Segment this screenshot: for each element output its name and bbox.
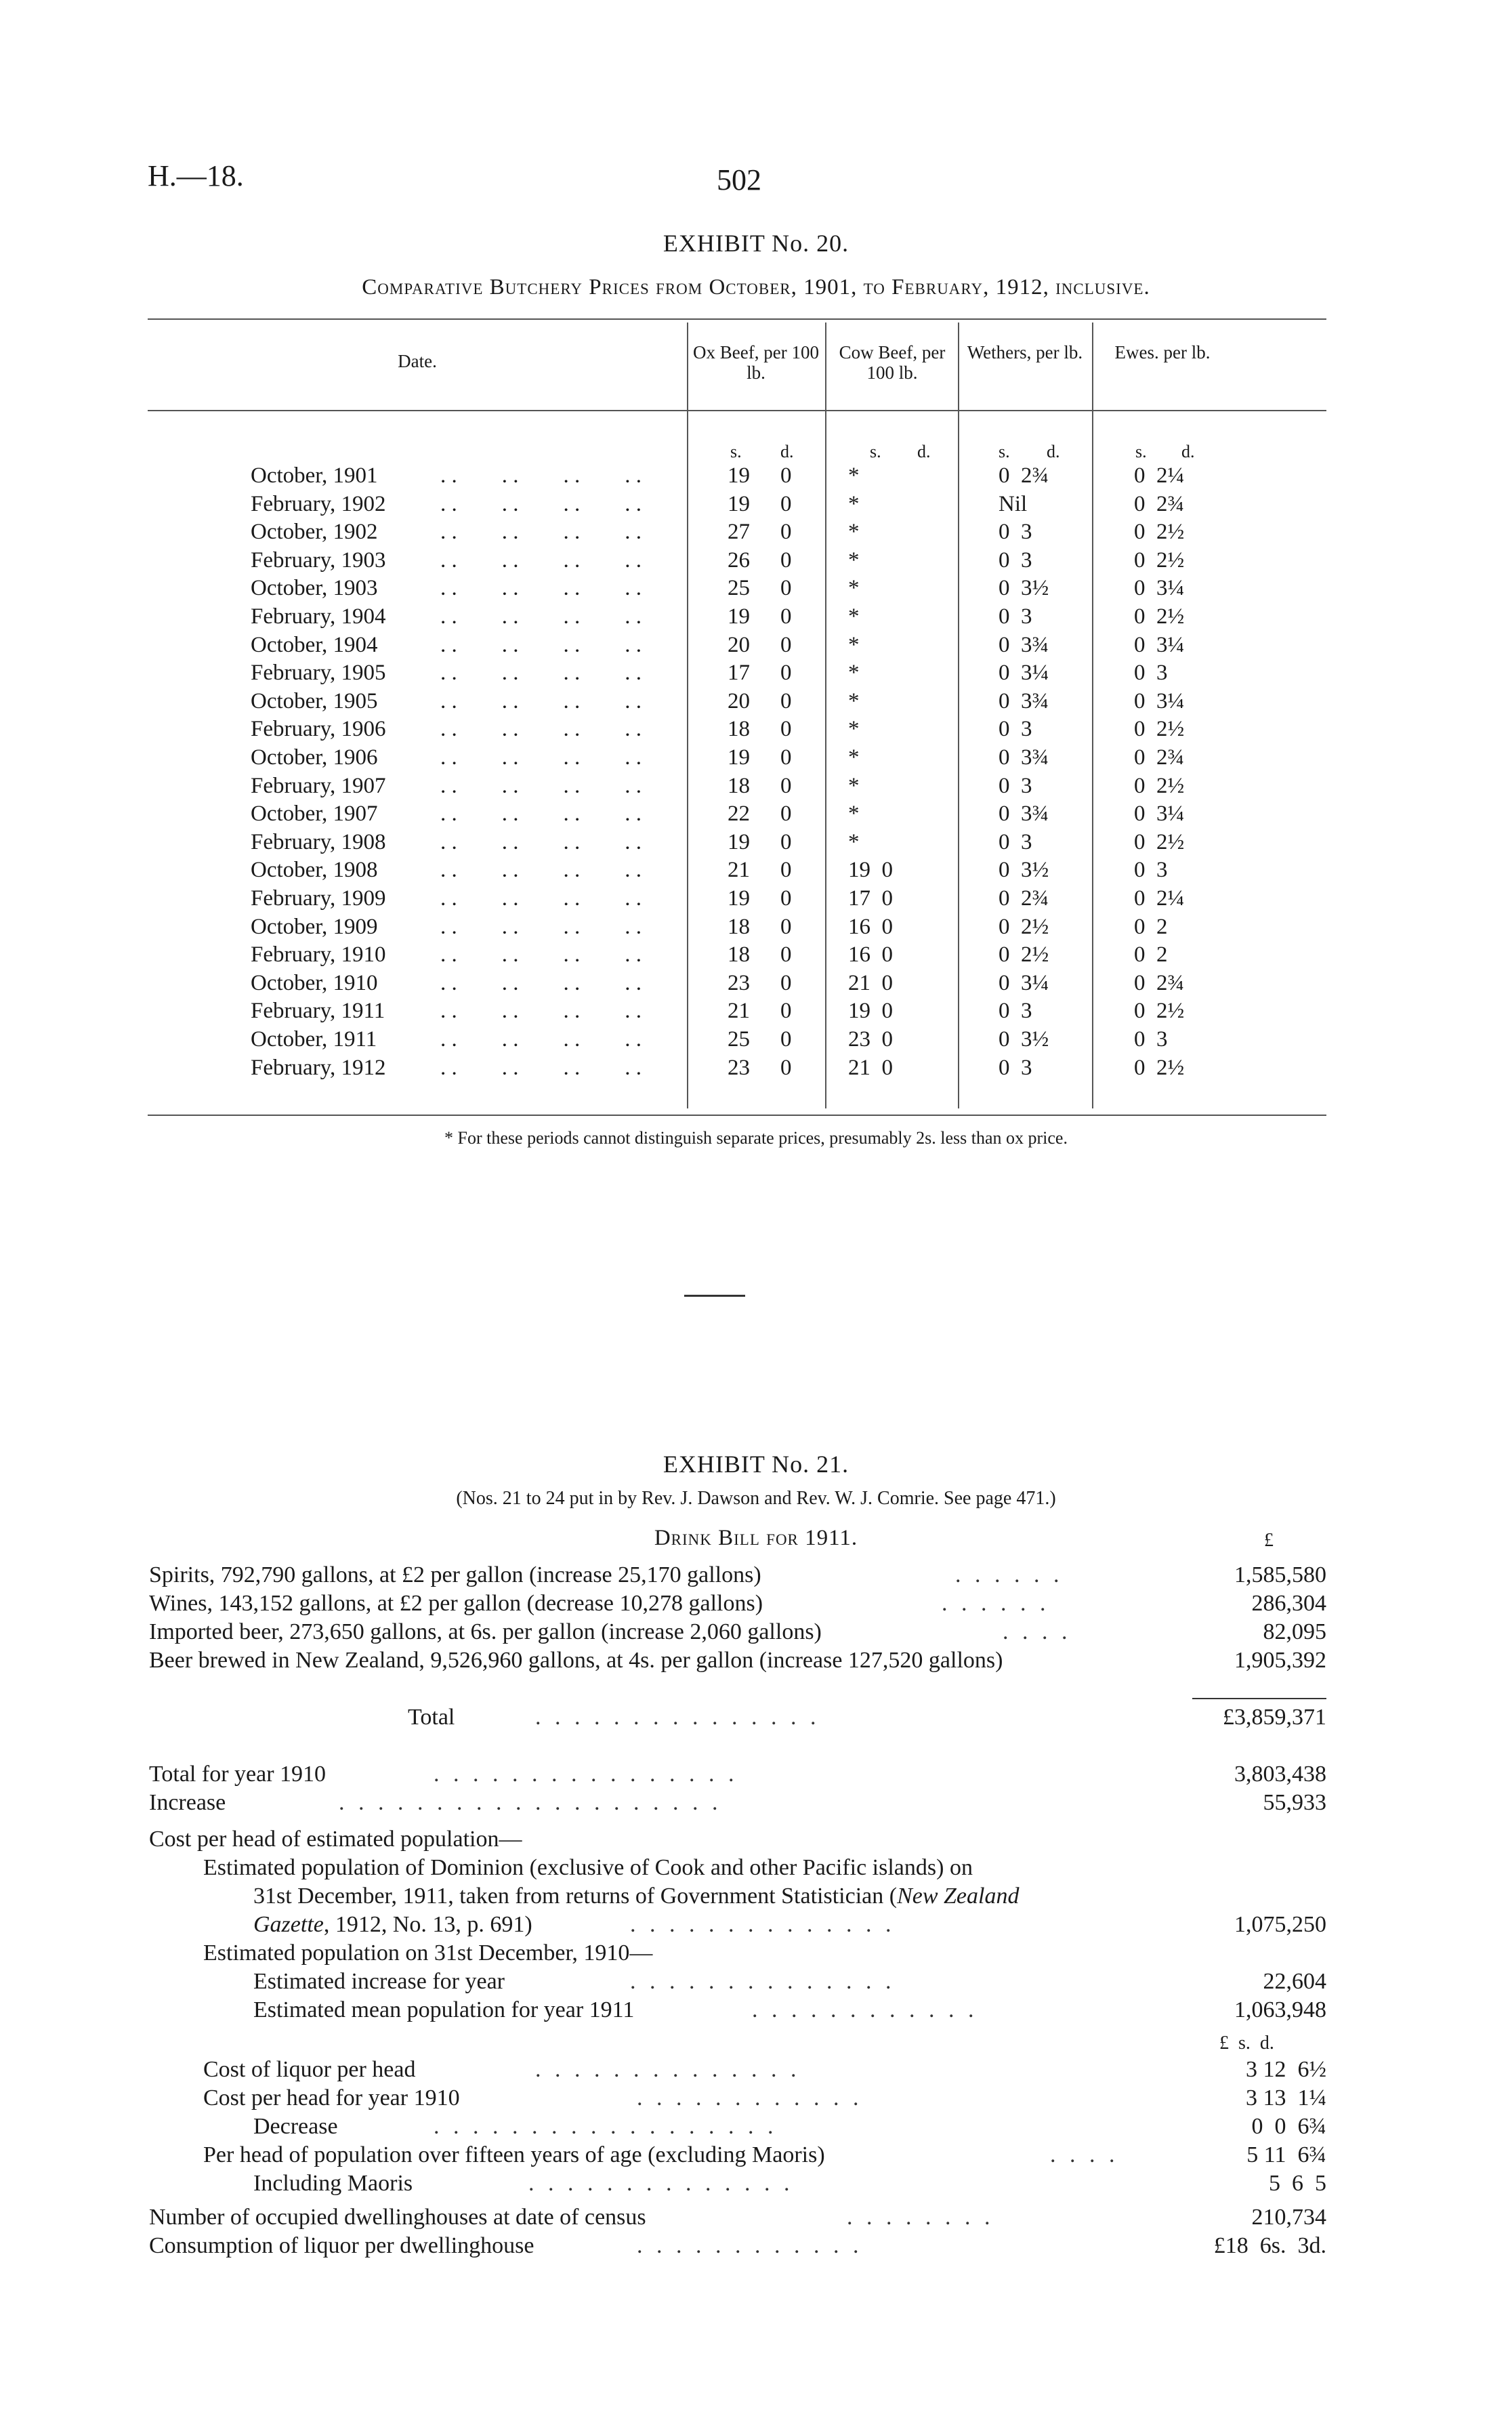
bill-item-value: 1,585,580 bbox=[1234, 1562, 1326, 1587]
row-cow-beef: * bbox=[848, 463, 860, 488]
row-ox-shillings: 25 bbox=[728, 576, 750, 601]
row-cow-beef: * bbox=[848, 520, 860, 545]
row-ewes: 0 2¾ bbox=[1134, 970, 1185, 995]
bill-item-label: Wines, 143,152 gallons, at £2 per gallon (decrease 10,278 gallons) bbox=[149, 1591, 763, 1616]
table-row bbox=[0, 999, 1512, 1027]
row-cow-beef: 19 0 bbox=[848, 858, 893, 883]
table-row bbox=[0, 802, 1512, 830]
unit-s: s. bbox=[870, 442, 881, 461]
row-date: February, 1908 bbox=[251, 829, 386, 854]
cost-1910-value: 3 13 1¼ bbox=[1246, 2085, 1326, 2110]
est-pop-value: 1,075,250 bbox=[1234, 1912, 1326, 1937]
row-ox-pence: 0 bbox=[780, 463, 792, 488]
leader-dots: . . . . . . . . . . . . . . . . bbox=[434, 1762, 738, 1787]
bill-item-label: Imported beer, 273,650 gallons, at 6s. per gallon (increase 2,060 gallons) bbox=[149, 1619, 822, 1644]
row-ox-pence: 0 bbox=[780, 717, 792, 742]
row-cow-beef: 16 0 bbox=[848, 914, 893, 939]
row-ox-pence: 0 bbox=[780, 604, 792, 629]
dwellings-label: Number of occupied dwellinghouses at date of census bbox=[149, 2205, 646, 2230]
row-ox-pence: 0 bbox=[780, 999, 792, 1024]
row-date: February, 1912 bbox=[251, 1055, 386, 1080]
dwellings-value: 210,734 bbox=[1251, 2205, 1326, 2230]
lsd-column-head: £ s. d. bbox=[1219, 2033, 1274, 2054]
table-row bbox=[0, 745, 1512, 774]
leader-dots: . . . . . . . . bbox=[440, 688, 642, 713]
leader-dots: . . . . . . . . . . . . . . . bbox=[535, 1705, 820, 1730]
bill-item-label: Beer brewed in New Zealand, 9,526,960 gallons, at 4s. per gallon (increase 127,520 gallons) bbox=[149, 1648, 1003, 1673]
est-pop-line-2a: 31st December, 1911, taken from returns of Government Statistician ( bbox=[253, 1884, 898, 1909]
leader-dots: . . . . . . . . . . . . bbox=[752, 1997, 978, 2022]
row-wethers: 0 3¼ bbox=[999, 970, 1049, 995]
row-ox-shillings: 25 bbox=[728, 1027, 750, 1052]
row-ox-pence: 0 bbox=[780, 688, 792, 713]
row-ox-shillings: 23 bbox=[728, 1055, 750, 1080]
row-ewes: 0 2½ bbox=[1134, 1055, 1185, 1080]
row-date: October, 1905 bbox=[251, 688, 378, 713]
row-cow-beef: 21 0 bbox=[848, 970, 893, 995]
row-ewes: 0 2½ bbox=[1134, 604, 1185, 629]
row-wethers: Nil bbox=[999, 491, 1028, 516]
row-date: February, 1905 bbox=[251, 661, 386, 686]
leader-dots: . . . . . . . . bbox=[440, 547, 642, 573]
unit-s: s. bbox=[730, 442, 742, 461]
row-date: October, 1908 bbox=[251, 858, 378, 883]
cost-liquor-label: Cost of liquor per head bbox=[203, 2057, 416, 2082]
row-date: February, 1910 bbox=[251, 942, 386, 968]
leader-dots: . . . . . . . . bbox=[440, 661, 642, 686]
row-ox-pence: 0 bbox=[780, 942, 792, 968]
row-ox-pence: 0 bbox=[780, 661, 792, 686]
cost-liquor-value: 3 12 6½ bbox=[1246, 2057, 1326, 2082]
row-ewes: 0 3¼ bbox=[1134, 632, 1185, 657]
row-date: February, 1903 bbox=[251, 547, 386, 573]
row-cow-beef: 23 0 bbox=[848, 1027, 893, 1052]
table-row bbox=[0, 1027, 1512, 1056]
row-ox-pence: 0 bbox=[780, 773, 792, 798]
bill-item-value: 1,905,392 bbox=[1234, 1648, 1326, 1673]
total-1910-value: 3,803,438 bbox=[1234, 1762, 1326, 1787]
row-wethers: 0 3 bbox=[999, 717, 1032, 742]
row-date: October, 1910 bbox=[251, 970, 378, 995]
row-ox-pence: 0 bbox=[780, 802, 792, 827]
row-wethers: 0 3 bbox=[999, 829, 1032, 854]
row-cow-beef: * bbox=[848, 661, 860, 686]
row-wethers: 0 3 bbox=[999, 604, 1032, 629]
col-header-cow-beef: Cow Beef, per 100 lb. bbox=[839, 342, 946, 383]
table-row bbox=[0, 774, 1512, 802]
unit-s: s. bbox=[999, 442, 1010, 461]
leader-dots: . . . . . . . . bbox=[440, 1055, 642, 1080]
est-pop-1910-label: Estimated population on 31st December, 1910— bbox=[203, 1940, 653, 1966]
row-wethers: 0 3¾ bbox=[999, 745, 1049, 770]
leader-dots: . . . . . . . . bbox=[440, 717, 642, 742]
row-date: October, 1906 bbox=[251, 745, 378, 770]
row-ox-pence: 0 bbox=[780, 970, 792, 995]
unit-d: d. bbox=[780, 442, 794, 461]
row-wethers: 0 3 bbox=[999, 547, 1032, 573]
leader-dots: . . . . . . . . bbox=[440, 1027, 642, 1052]
row-cow-beef: * bbox=[848, 829, 860, 854]
row-ewes: 0 2¼ bbox=[1134, 886, 1185, 911]
increase-value: 55,933 bbox=[1263, 1790, 1326, 1815]
row-wethers: 0 3 bbox=[999, 773, 1032, 798]
row-date: February, 1907 bbox=[251, 773, 386, 798]
row-ewes: 0 3 bbox=[1134, 661, 1168, 686]
row-date: February, 1904 bbox=[251, 604, 386, 629]
unit-d: d. bbox=[1047, 442, 1060, 461]
row-ox-pence: 0 bbox=[780, 1027, 792, 1052]
row-wethers: 0 3¾ bbox=[999, 802, 1049, 827]
row-cow-beef: * bbox=[848, 632, 860, 657]
row-ewes: 0 2½ bbox=[1134, 520, 1185, 545]
exhibit-21-note: (Nos. 21 to 24 put in by Rev. J. Dawson and Rev. W. J. Comrie. See page 471.) bbox=[456, 1488, 1056, 1509]
row-ewes: 0 2½ bbox=[1134, 547, 1185, 573]
row-ox-shillings: 19 bbox=[728, 745, 750, 770]
leader-dots: . . . . . . . . bbox=[440, 829, 642, 854]
row-ox-shillings: 17 bbox=[728, 661, 750, 686]
cost-per-head-heading: Cost per head of estimated population— bbox=[149, 1827, 522, 1852]
table-row bbox=[0, 633, 1512, 661]
leader-dots: . . . . . . . . bbox=[440, 520, 642, 545]
row-date: October, 1901 bbox=[251, 463, 378, 488]
est-increase-value: 22,604 bbox=[1263, 1969, 1326, 1994]
col-header-ox-beef: Ox Beef, per 100 lb. bbox=[693, 342, 819, 383]
leader-dots: . . . . . . . . bbox=[440, 802, 642, 827]
row-cow-beef: * bbox=[848, 604, 860, 629]
leader-dots: . . . . . . . . bbox=[440, 463, 642, 488]
total-1910-label: Total for year 1910 bbox=[149, 1762, 327, 1787]
row-wethers: 0 3 bbox=[999, 999, 1032, 1024]
row-ewes: 0 2½ bbox=[1134, 999, 1185, 1024]
row-ewes: 0 2½ bbox=[1134, 717, 1185, 742]
row-ox-pence: 0 bbox=[780, 632, 792, 657]
row-ewes: 0 2 bbox=[1134, 942, 1168, 968]
table-row bbox=[0, 971, 1512, 999]
leader-dots: . . . . . . . . . . . . . . bbox=[630, 1969, 896, 1994]
incl-maoris-label: Including Maoris bbox=[253, 2171, 413, 2196]
row-cow-beef: 16 0 bbox=[848, 942, 893, 968]
row-wethers: 0 3½ bbox=[999, 576, 1049, 601]
total-value: £3,859,371 bbox=[1223, 1705, 1326, 1730]
table-row bbox=[0, 830, 1512, 858]
table-row bbox=[0, 942, 1512, 971]
table-header-rule bbox=[148, 410, 1326, 411]
table-bottom-rule bbox=[148, 1115, 1326, 1116]
decrease-value: 0 0 6¾ bbox=[1251, 2114, 1326, 2139]
row-date: October, 1907 bbox=[251, 802, 378, 827]
row-cow-beef: 17 0 bbox=[848, 886, 893, 911]
row-wethers: 0 2¾ bbox=[999, 886, 1049, 911]
table-row bbox=[0, 689, 1512, 718]
leader-dots: . . . . . . . . . . . . . . bbox=[535, 2057, 801, 2082]
leader-dots: . . . . . . . . . . . . . . bbox=[528, 2171, 794, 2196]
row-ox-shillings: 18 bbox=[728, 914, 750, 939]
row-wethers: 0 2½ bbox=[999, 914, 1049, 939]
table-row bbox=[0, 1056, 1512, 1084]
row-ewes: 0 2¾ bbox=[1134, 745, 1185, 770]
est-pop-line-1: Estimated population of Dominion (exclusive of Cook and other Pacific islands) on bbox=[203, 1855, 973, 1880]
consumption-label: Consumption of liquor per dwellinghouse bbox=[149, 2233, 534, 2258]
leader-dots: . . . . . . . . bbox=[440, 886, 642, 911]
unit-s: s. bbox=[1135, 442, 1147, 461]
col-header-ewes: Ewes. per lb. bbox=[1114, 342, 1211, 362]
row-ox-shillings: 19 bbox=[728, 604, 750, 629]
row-ox-pence: 0 bbox=[780, 576, 792, 601]
incl-maoris-value: 5 6 5 bbox=[1269, 2171, 1326, 2196]
bill-item-label: Spirits, 792,790 gallons, at £2 per gallon (increase 25,170 gallons) bbox=[149, 1562, 761, 1587]
per-head-15-value: 5 11 6¾ bbox=[1246, 2142, 1326, 2167]
section-separator bbox=[684, 1295, 745, 1297]
est-pop-line-2 bbox=[253, 1884, 1019, 1912]
row-cow-beef: * bbox=[848, 773, 860, 798]
document-id: H.—18. bbox=[148, 159, 244, 192]
row-ewes: 0 2¾ bbox=[1134, 491, 1185, 516]
leader-dots: . . . . . . . . bbox=[440, 604, 642, 629]
unit-d: d. bbox=[1181, 442, 1195, 461]
row-wethers: 0 2¾ bbox=[999, 463, 1049, 488]
col-header-wethers: Wethers, per lb. bbox=[967, 342, 1083, 362]
row-ox-shillings: 20 bbox=[728, 632, 750, 657]
row-ewes: 0 3¼ bbox=[1134, 688, 1185, 713]
row-date: October, 1902 bbox=[251, 520, 378, 545]
table-row bbox=[0, 915, 1512, 943]
row-ox-shillings: 19 bbox=[728, 491, 750, 516]
leader-dots: . . . . . . . . bbox=[440, 632, 642, 657]
leader-dots: . . . . . . . . bbox=[440, 491, 642, 516]
row-date: February, 1911 bbox=[251, 999, 385, 1024]
exhibit-21-title: EXHIBIT No. 21. bbox=[663, 1451, 849, 1478]
table-row bbox=[0, 604, 1512, 633]
row-wethers: 0 3½ bbox=[999, 1027, 1049, 1052]
exhibit-20-title: EXHIBIT No. 20. bbox=[663, 230, 849, 257]
increase-label: Increase bbox=[149, 1790, 226, 1815]
row-date: February, 1906 bbox=[251, 717, 386, 742]
leader-dots: . . . . . . . . . . . . bbox=[637, 2233, 863, 2258]
row-wethers: 0 3 bbox=[999, 1055, 1032, 1080]
row-ewes: 0 3¼ bbox=[1134, 576, 1185, 601]
est-pop-line-3 bbox=[253, 1912, 532, 1940]
leader-dots: . . . . . . . . . . . . . . . . . . bbox=[434, 2114, 778, 2139]
row-wethers: 0 3¼ bbox=[999, 661, 1049, 686]
leader-dots: . . . . . . . . bbox=[440, 858, 642, 883]
est-increase-label: Estimated increase for year bbox=[253, 1969, 505, 1994]
table-row bbox=[0, 661, 1512, 689]
leader-dots: . . . . bbox=[1003, 1619, 1072, 1644]
row-ox-shillings: 22 bbox=[728, 802, 750, 827]
row-date: October, 1904 bbox=[251, 632, 378, 657]
leader-dots: . . . . . . . . . . . . . . . . . . . . bbox=[339, 1790, 722, 1815]
row-ox-shillings: 26 bbox=[728, 547, 750, 573]
total-rule bbox=[1192, 1698, 1326, 1699]
decrease-label: Decrease bbox=[253, 2114, 338, 2139]
row-ox-shillings: 21 bbox=[728, 858, 750, 883]
row-ox-pence: 0 bbox=[780, 886, 792, 911]
row-ox-shillings: 19 bbox=[728, 463, 750, 488]
est-pop-line-3a: Gazette bbox=[253, 1912, 324, 1937]
row-cow-beef: * bbox=[848, 547, 860, 573]
row-cow-beef: 21 0 bbox=[848, 1055, 893, 1080]
est-mean-value: 1,063,948 bbox=[1234, 1997, 1326, 2022]
leader-dots: . . . . . . . . bbox=[440, 999, 642, 1024]
row-wethers: 0 3½ bbox=[999, 858, 1049, 883]
row-ox-shillings: 18 bbox=[728, 773, 750, 798]
row-ox-shillings: 21 bbox=[728, 999, 750, 1024]
leader-dots: . . . . . . . . bbox=[440, 773, 642, 798]
table-top-rule bbox=[148, 318, 1326, 320]
row-ewes: 0 3¼ bbox=[1134, 802, 1185, 827]
leader-dots: . . . . . . . . bbox=[440, 576, 642, 601]
row-wethers: 0 3¾ bbox=[999, 632, 1049, 657]
leader-dots: . . . . . . . . bbox=[440, 914, 642, 939]
row-ewes: 0 2½ bbox=[1134, 773, 1185, 798]
table-row bbox=[0, 576, 1512, 604]
row-cow-beef: * bbox=[848, 802, 860, 827]
row-cow-beef: * bbox=[848, 491, 860, 516]
leader-dots: . . . . . . . . bbox=[440, 745, 642, 770]
row-cow-beef: * bbox=[848, 717, 860, 742]
row-wethers: 0 3¾ bbox=[999, 688, 1049, 713]
row-ewes: 0 2½ bbox=[1134, 829, 1185, 854]
col-header-date: Date. bbox=[398, 351, 437, 371]
table-row bbox=[0, 492, 1512, 520]
row-ox-pence: 0 bbox=[780, 520, 792, 545]
row-ox-pence: 0 bbox=[780, 829, 792, 854]
row-ewes: 0 3 bbox=[1134, 858, 1168, 883]
row-ewes: 0 3 bbox=[1134, 1027, 1168, 1052]
row-ox-pence: 0 bbox=[780, 745, 792, 770]
row-ox-pence: 0 bbox=[780, 914, 792, 939]
exhibit-20-subtitle: Comparative Butchery Prices from October, 1901, to February, 1912, inclusive. bbox=[362, 275, 1150, 299]
row-ox-shillings: 27 bbox=[728, 520, 750, 545]
leader-dots: . . . . . . . . . . . . bbox=[637, 2085, 863, 2110]
page-number: 502 bbox=[717, 163, 761, 196]
leader-dots: . . . . . . . . bbox=[847, 2205, 994, 2230]
row-cow-beef: 19 0 bbox=[848, 999, 893, 1024]
row-ox-shillings: 19 bbox=[728, 886, 750, 911]
row-ox-shillings: 20 bbox=[728, 688, 750, 713]
est-pop-line-3b: , 1912, No. 13, p. 691) bbox=[323, 1912, 532, 1937]
consumption-value: £18 6s. 3d. bbox=[1213, 2233, 1326, 2258]
row-date: February, 1902 bbox=[251, 491, 386, 516]
table-footnote: * For these periods cannot distinguish separate prices, presumably 2s. less than ox price. bbox=[444, 1128, 1068, 1148]
row-ox-shillings: 18 bbox=[728, 717, 750, 742]
row-ox-shillings: 18 bbox=[728, 942, 750, 968]
row-ox-shillings: 19 bbox=[728, 829, 750, 854]
table-row bbox=[0, 548, 1512, 577]
leader-dots: . . . . . . bbox=[955, 1562, 1064, 1587]
leader-dots: . . . . . . . . . . . . . . bbox=[630, 1912, 896, 1937]
row-cow-beef: * bbox=[848, 688, 860, 713]
row-ox-pence: 0 bbox=[780, 858, 792, 883]
bill-item-value: 82,095 bbox=[1263, 1619, 1326, 1644]
unit-d: d. bbox=[917, 442, 931, 461]
leader-dots: . . . . . . bbox=[942, 1591, 1050, 1616]
est-mean-label: Estimated mean population for year 1911 bbox=[253, 1997, 635, 2022]
row-date: October, 1911 bbox=[251, 1027, 377, 1052]
table-row bbox=[0, 463, 1512, 492]
cost-1910-label: Cost per head for year 1910 bbox=[203, 2085, 460, 2110]
per-head-15-label: Per head of population over fifteen years of age (excluding Maoris) bbox=[203, 2142, 825, 2167]
row-wethers: 0 3 bbox=[999, 520, 1032, 545]
bill-item-value: 286,304 bbox=[1251, 1591, 1326, 1616]
row-ox-pence: 0 bbox=[780, 547, 792, 573]
row-wethers: 0 2½ bbox=[999, 942, 1049, 968]
row-ewes: 0 2¼ bbox=[1134, 463, 1185, 488]
table-row bbox=[0, 717, 1512, 745]
leader-dots: . . . . . . . . bbox=[440, 970, 642, 995]
leader-dots: . . . . bbox=[1050, 2142, 1119, 2167]
row-date: February, 1909 bbox=[251, 886, 386, 911]
leader-dots: . . . . . . . . bbox=[440, 942, 642, 968]
table-row bbox=[0, 886, 1512, 915]
row-date: October, 1909 bbox=[251, 914, 378, 939]
est-pop-line-2b: New Zealand bbox=[897, 1884, 1020, 1909]
row-ox-pence: 0 bbox=[780, 491, 792, 516]
row-cow-beef: * bbox=[848, 576, 860, 601]
row-ox-pence: 0 bbox=[780, 1055, 792, 1080]
table-row bbox=[0, 858, 1512, 886]
row-ox-shillings: 23 bbox=[728, 970, 750, 995]
pound-column-head: £ bbox=[1264, 1530, 1274, 1551]
table-row bbox=[0, 520, 1512, 548]
total-label: Total bbox=[408, 1705, 455, 1730]
drink-bill-title: Drink Bill for 1911. bbox=[654, 1526, 858, 1550]
row-cow-beef: * bbox=[848, 745, 860, 770]
row-date: October, 1903 bbox=[251, 576, 378, 601]
row-ewes: 0 2 bbox=[1134, 914, 1168, 939]
